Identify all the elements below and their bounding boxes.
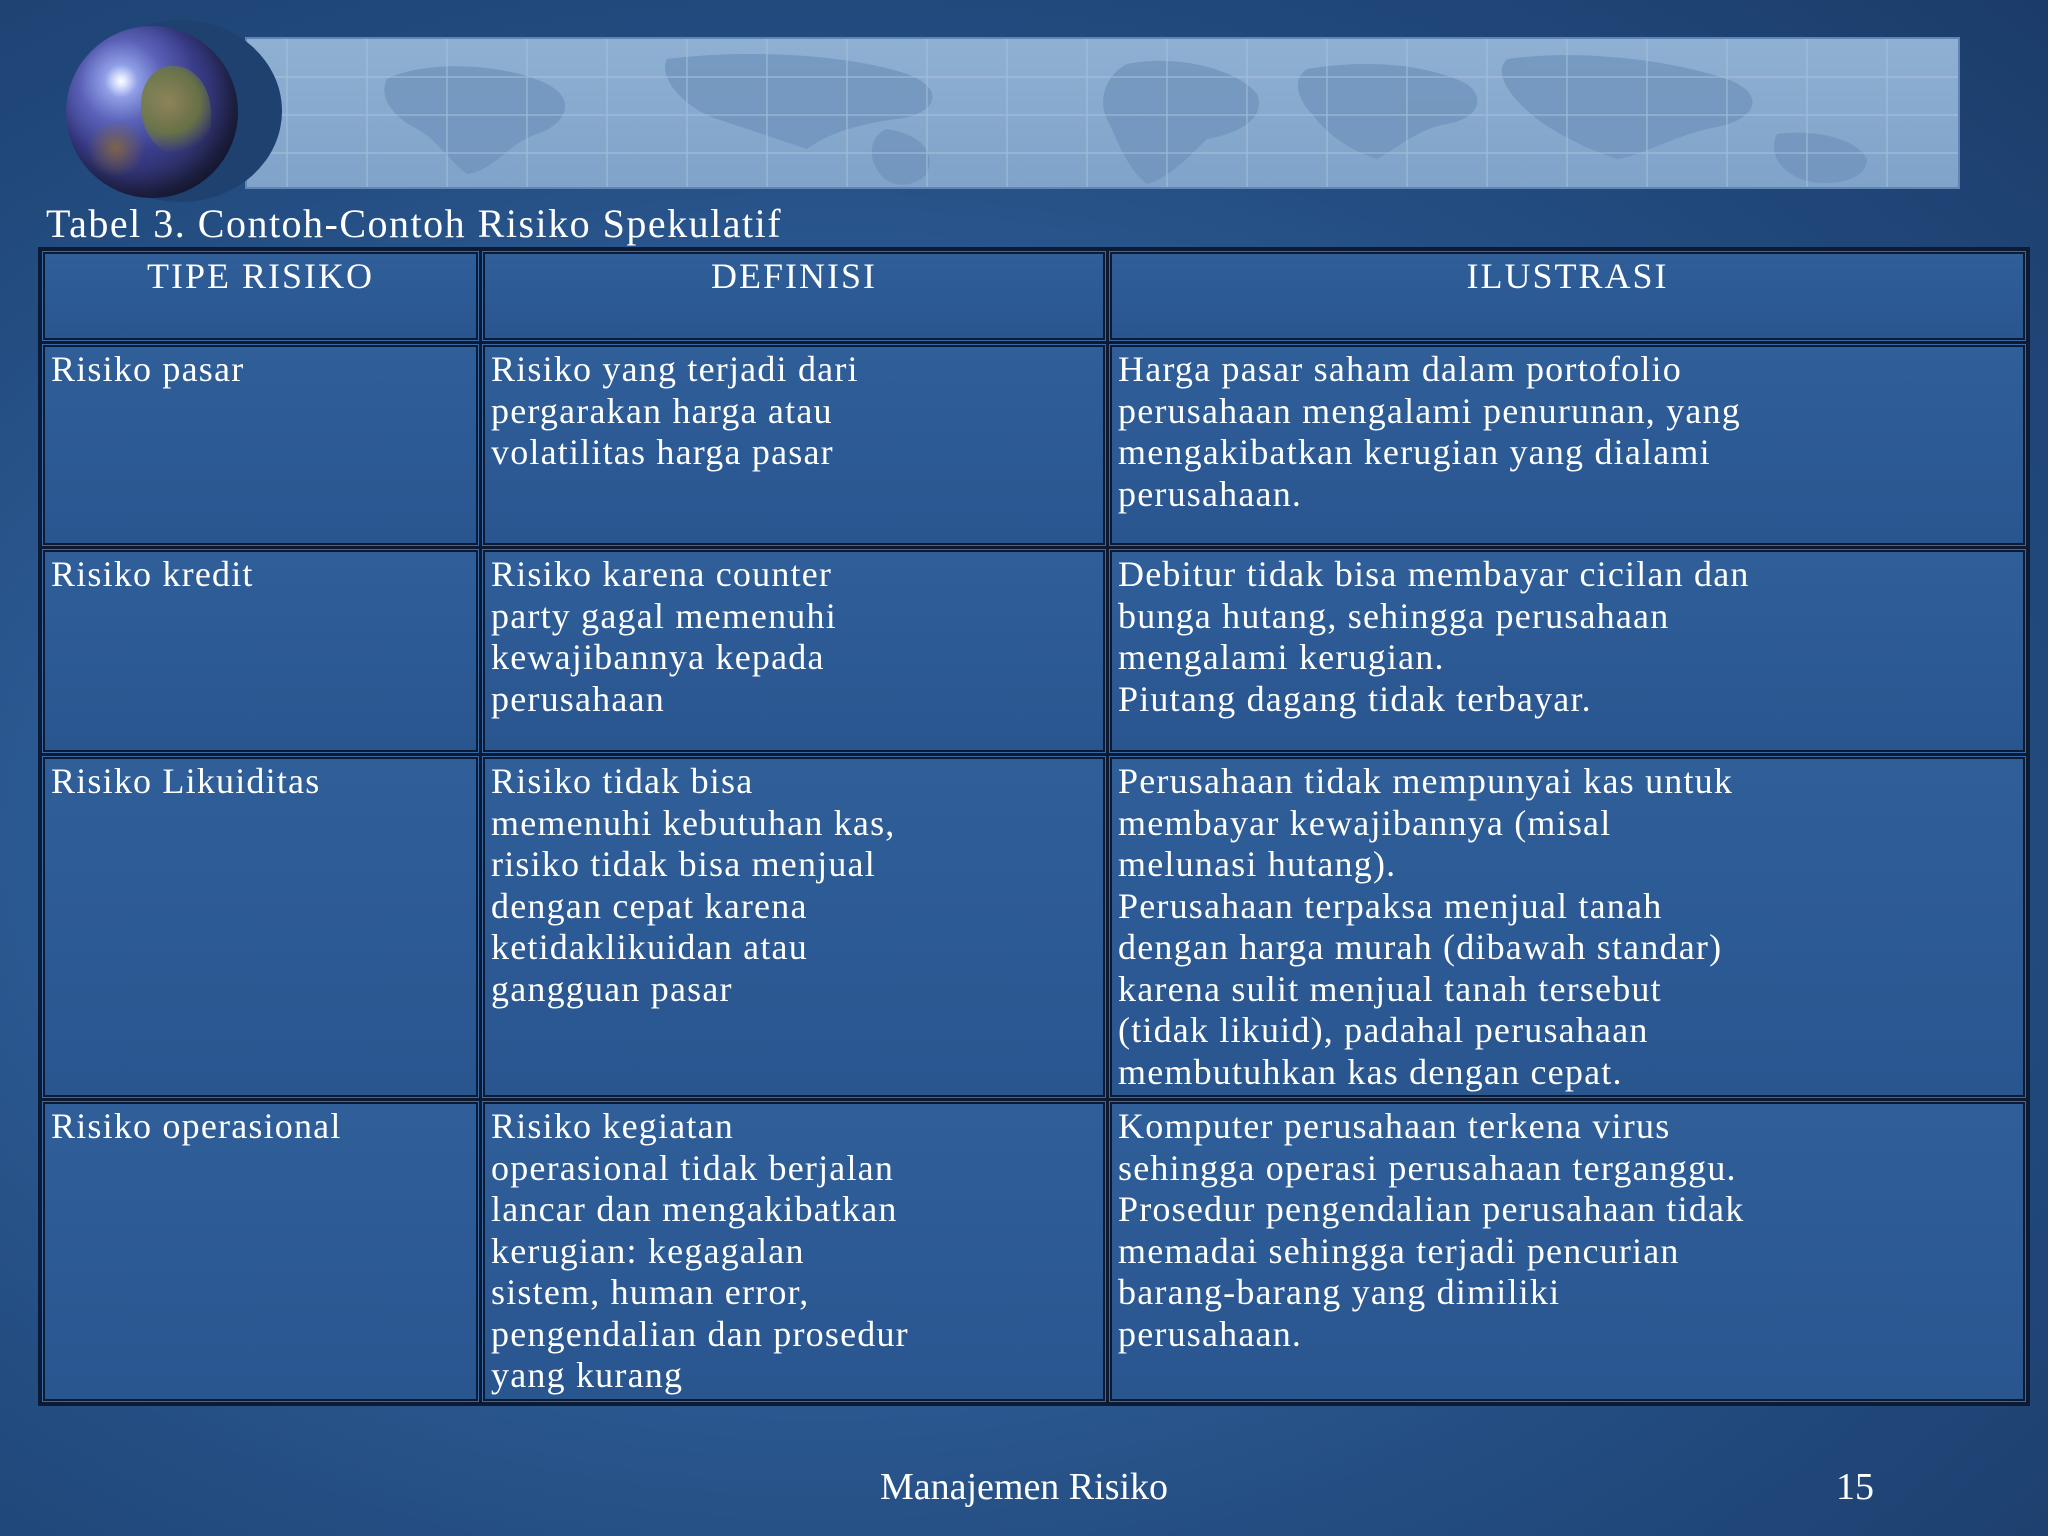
- header-ilustrasi: ILUSTRASI: [1110, 252, 2025, 340]
- table-row: [43, 757, 2025, 1097]
- globe-sphere: [66, 26, 238, 198]
- globe-land: [86, 121, 146, 176]
- page-number: 15: [1836, 1466, 1874, 1508]
- table-title: Tabel 3. Contoh-Contoh Risiko Spekulatif: [46, 201, 783, 246]
- cell-definition: Risiko kegiatan operasional tidak berjalan lancar dan mengakibatkan kerugian: kegagalan sistem, human error, pengendalian dan prosedur yang kurang: [483, 1102, 1105, 1401]
- header-definisi: DEFINISI: [483, 252, 1105, 340]
- cell-definition: Risiko karena counter party gagal memenuhi kewajibannya kepada perusahaan: [483, 550, 1105, 752]
- cell-illustration: Perusahaan tidak mempunyai kas untuk membayar kewajibannya (misal melunasi hutang). Perusahaan terpaksa menjual tanah dengan harga murah (dibawah standar) karena sulit menjual tanah tersebut (tidak likuid), padahal perusahaan membutuhkan kas dengan cepat.: [1110, 757, 2025, 1097]
- footer-title: Manajemen Risiko: [879, 1466, 1169, 1508]
- cell-type: Risiko kredit: [43, 550, 478, 752]
- cell-illustration: Debitur tidak bisa membayar cicilan dan bunga hutang, sehingga perusahaan mengalami kerugian. Piutang dagang tidak terbayar.: [1110, 550, 2025, 752]
- table-row: [43, 550, 2025, 752]
- table-header-row: [43, 252, 2025, 340]
- cell-illustration: Komputer perusahaan terkena virus sehingga operasi perusahaan terganggu. Prosedur pengendalian perusahaan tidak memadai sehingga terjadi pencurian barang-barang yang dimiliki perusahaan.: [1110, 1102, 2025, 1401]
- globe-land: [141, 66, 211, 156]
- globe-icon: [50, 20, 282, 202]
- cell-definition: Risiko tidak bisa memenuhi kebutuhan kas, risiko tidak bisa menjual dengan cepat karena ketidaklikuidan atau gangguan pasar: [483, 757, 1105, 1097]
- cell-illustration: Harga pasar saham dalam portofolio perusahaan mengalami penurunan, yang mengakibatkan kerugian yang dialami perusahaan.: [1110, 345, 2025, 545]
- world-map-graphic: [247, 39, 1960, 189]
- table-row: [43, 345, 2025, 545]
- world-map-banner: [245, 37, 1960, 189]
- cell-type: Risiko operasional: [43, 1102, 478, 1401]
- cell-type: Risiko pasar: [43, 345, 478, 545]
- cell-type: Risiko Likuiditas: [43, 757, 478, 1097]
- cell-definition: Risiko yang terjadi dari pergarakan harga atau volatilitas harga pasar: [483, 345, 1105, 545]
- risk-table: [38, 247, 2030, 1406]
- table-row: [43, 1102, 2025, 1401]
- header-tipe-risiko: TIPE RISIKO: [43, 252, 478, 340]
